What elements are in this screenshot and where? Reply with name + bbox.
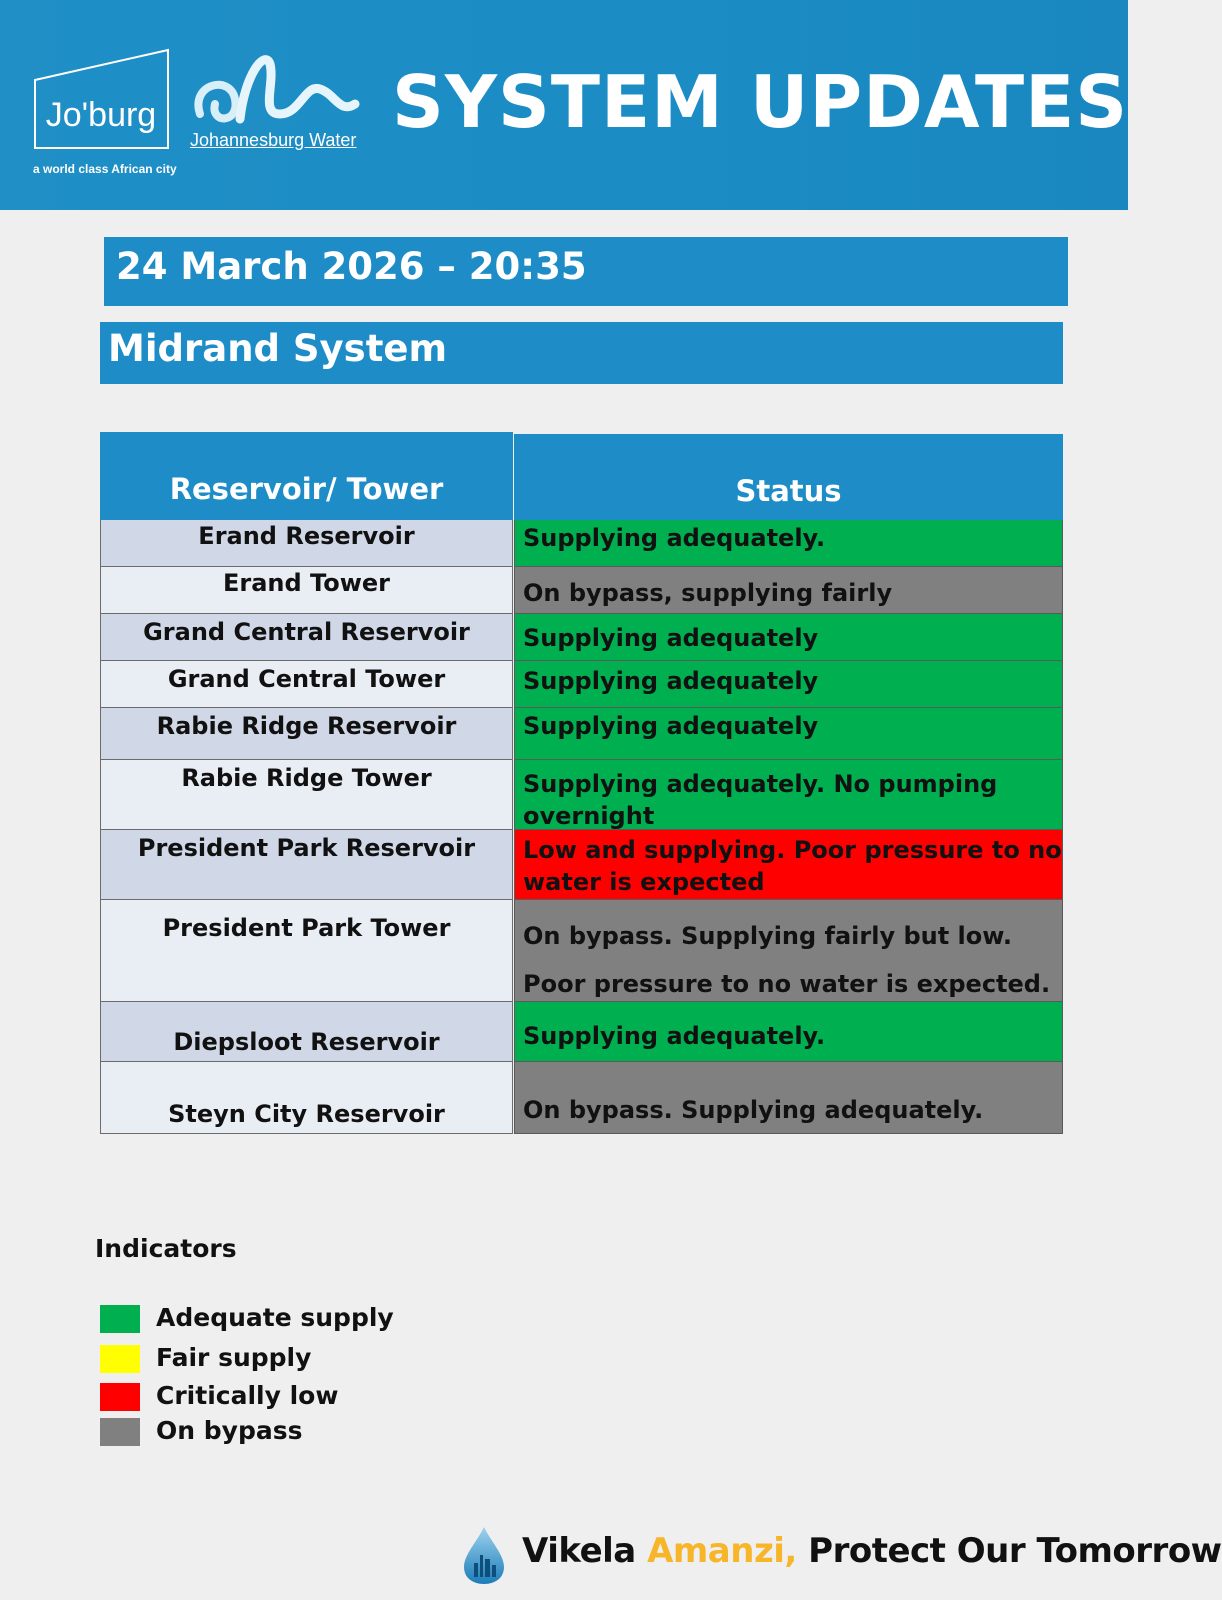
table-row [100,760,1064,830]
status-cell: Supplying adequately [514,614,1063,661]
legend-swatch [100,1345,140,1373]
column-header-reservoir: Reservoir/ Tower [100,432,513,520]
reservoir-name-cell: President Park Tower [100,900,513,1002]
legend-swatch [100,1418,140,1446]
table-row [100,1002,1064,1062]
status-cell: On bypass, supplying fairly [514,567,1063,614]
status-cell: Supplying adequately. [514,1002,1063,1062]
date-time-bar: 24 March 2026 – 20:35 [104,237,1068,306]
legend-label: On bypass [156,1416,303,1445]
slogan-accent: Amanzi, [647,1531,797,1571]
table-row [100,661,1064,708]
table-row [100,708,1064,760]
legend-swatch [100,1305,140,1333]
reservoir-name-cell: Rabie Ridge Tower [100,760,513,830]
header-banner [0,0,1128,210]
legend-label: Adequate supply [156,1303,394,1332]
page-title: SYSTEM UPDATES [392,60,1129,144]
status-cell: Supplying adequately. No pumping overnight [514,760,1063,830]
reservoir-name-cell: President Park Reservoir [100,830,513,900]
slogan-text [522,1531,1222,1571]
status-cell: Low and supplying. Poor pressure to no water is expected [514,830,1063,900]
table-row [100,1062,1064,1134]
water-drop-icon [462,1525,506,1585]
legend-title: Indicators [95,1234,237,1263]
reservoir-name-cell: Grand Central Tower [100,661,513,708]
reservoir-name-cell: Diepsloot Reservoir [100,1002,513,1062]
footer-slogan [462,1525,1222,1585]
table-row [100,830,1064,900]
status-cell: Supplying adequately [514,661,1063,708]
status-cell: On bypass. Supplying fairly but low. Poor pressure to no water is expected. [514,900,1063,1002]
table-row [100,567,1064,614]
table-row [100,614,1064,661]
reservoir-name-cell: Grand Central Reservoir [100,614,513,661]
reservoir-name-cell: Rabie Ridge Reservoir [100,708,513,760]
johannesburg-water-text: Johannesburg Water [190,130,357,150]
table-header [100,432,1064,520]
column-header-status: Status [514,434,1063,520]
joburg-logo [32,48,174,180]
status-cell: On bypass. Supplying adequately. [514,1062,1063,1134]
reservoir-name-cell: Steyn City Reservoir [100,1062,513,1134]
slogan-part-2: Protect Our Tomorrow [796,1531,1222,1571]
joburg-logo-text: Jo'burg [45,96,157,134]
legend-label: Fair supply [156,1343,312,1372]
slogan-part-1: Vikela [522,1531,648,1571]
system-name-bar: Midrand System [100,322,1063,384]
status-table [100,432,1064,1128]
joburg-tagline: a world class African city [33,162,177,176]
legend-swatch [100,1383,140,1411]
status-cell: Supplying adequately. [514,520,1063,567]
reservoir-name-cell: Erand Tower [100,567,513,614]
table-row [100,900,1064,1002]
reservoir-name-cell: Erand Reservoir [100,520,513,567]
legend-label: Critically low [156,1381,339,1410]
status-cell: Supplying adequately [514,708,1063,760]
table-row [100,520,1064,567]
